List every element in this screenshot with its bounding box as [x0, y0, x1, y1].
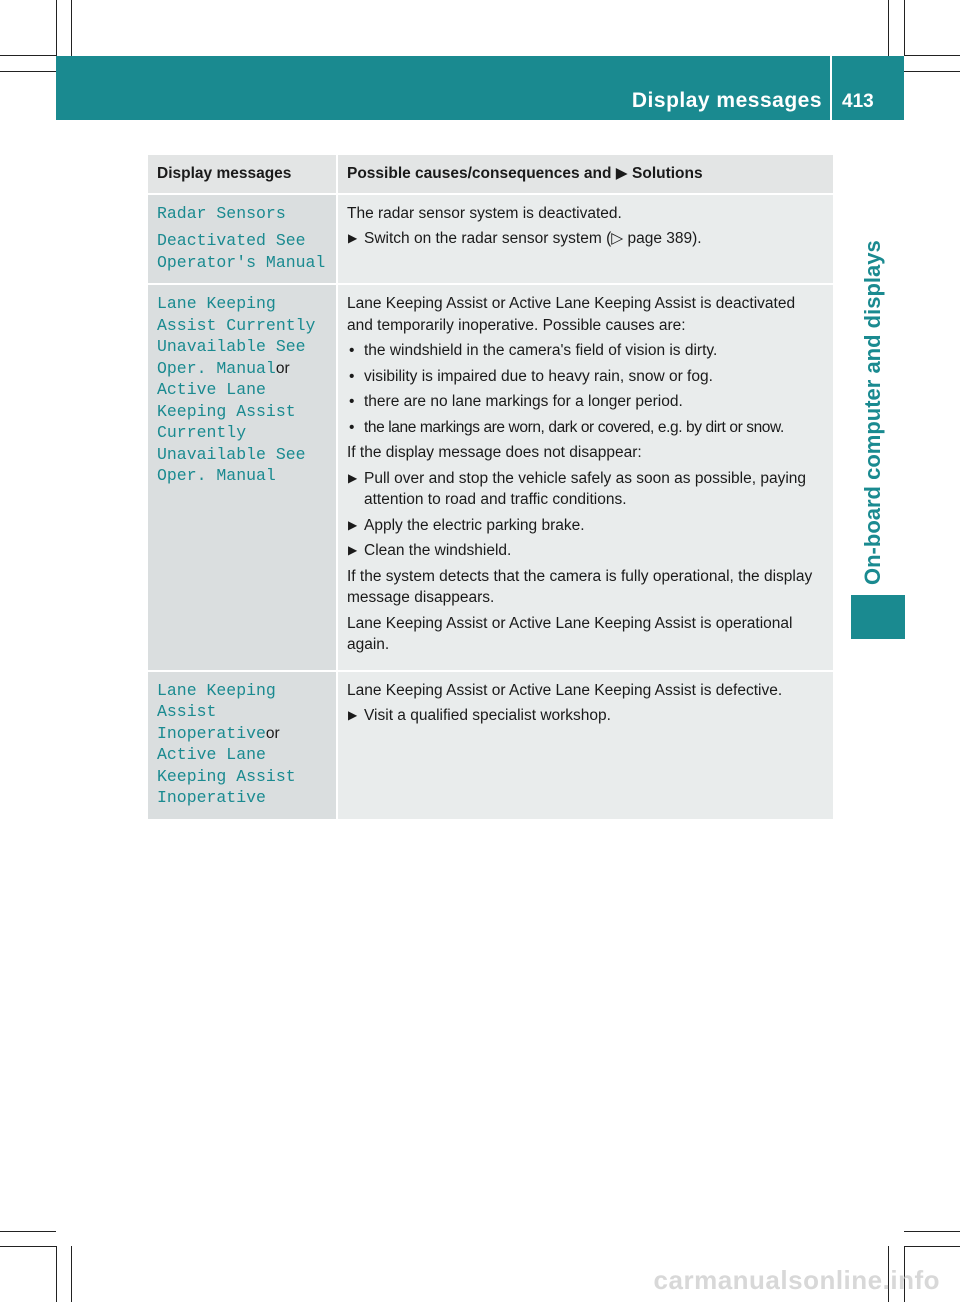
cause-bullet: [347, 391, 825, 413]
action-step: [347, 468, 825, 511]
display-message-text: Lane Keeping Assist Currently Unavailable See Oper. Manual: [157, 294, 316, 378]
step-text: Clean the windshield.: [364, 542, 512, 559]
crop-mark: [0, 71, 56, 72]
bullet-text: there are no lane markings for a longer period.: [364, 393, 683, 410]
crop-mark: [0, 55, 56, 56]
step-arrow-icon: ▶: [348, 470, 358, 485]
step-text: Pull over and stop the vehicle safely as soon as possible, paying attention to road and traffic conditions.: [364, 469, 807, 508]
table-row: [148, 193, 833, 284]
crop-mark: [888, 0, 889, 56]
header-divider: [830, 56, 832, 120]
action-step: [347, 515, 825, 537]
crop-mark: [904, 1246, 960, 1247]
table-row: [148, 283, 833, 670]
display-message-cell: [148, 193, 336, 284]
crop-mark: [904, 71, 960, 72]
crop-mark: [71, 1246, 72, 1302]
condition-text: If the display message does not disappear:: [347, 444, 642, 461]
step-text: Visit a qualified specialist workshop.: [364, 707, 611, 724]
cause-text: The radar sensor system is deactivated.: [347, 204, 622, 222]
or-text: or: [265, 724, 280, 742]
cause-text: Lane Keeping Assist or Active Lane Keeping Assist is defective.: [347, 681, 783, 699]
bullet-icon: •: [349, 342, 355, 359]
crop-mark: [0, 1246, 56, 1247]
step-arrow-icon: ▶: [348, 231, 358, 245]
display-message-cell: [148, 670, 336, 819]
crop-mark: [71, 0, 72, 56]
watermark: carmanualsonline.info: [653, 1265, 940, 1295]
page-title: Display messages: [631, 89, 822, 112]
table-header-row: [148, 155, 833, 193]
cause-bullet: [347, 340, 825, 362]
table-row: [148, 670, 833, 819]
crop-mark: [0, 1231, 56, 1232]
solution-cell: [336, 283, 833, 670]
display-message-text: Active Lane Keeping Assist Inoperative: [157, 745, 296, 807]
display-message-text: Deactivated See Operator's Manual: [157, 231, 326, 272]
step-arrow-icon: ▶: [348, 543, 358, 557]
crop-mark: [56, 1246, 57, 1302]
crop-mark: [904, 0, 905, 56]
cause-bullet: [347, 366, 825, 388]
chapter-label: On-board computer and displays: [860, 240, 885, 585]
solution-cell: [336, 193, 833, 284]
crop-mark: [904, 1231, 960, 1232]
column-header-display: Display messages: [148, 155, 336, 193]
cause-text: Lane Keeping Assist or Active Lane Keeping Assist is deactivated and temporarily inoperative. Possible causes are:: [347, 295, 796, 334]
display-message-text: Lane Keeping Assist Inoperative: [157, 680, 276, 743]
action-step: [347, 540, 825, 562]
column-header-solutions: Possible causes/consequences and ▶ Solutions: [336, 155, 833, 193]
step-text: Apply the electric parking brake.: [364, 516, 585, 534]
bullet-icon: •: [349, 367, 355, 385]
chapter-tab: [851, 595, 905, 639]
result-text: Lane Keeping Assist or Active Lane Keeping Assist is operational again.: [347, 614, 793, 653]
bullet-icon: •: [349, 393, 355, 410]
bullet-text: the lane markings are worn, dark or covered, e.g. by dirt or snow.: [364, 418, 784, 436]
display-message-text: Active Lane Keeping Assist Currently Unavailable See Oper. Manual: [157, 380, 306, 485]
page-number: 413: [842, 91, 874, 112]
action-step: [347, 705, 825, 727]
or-text: or: [275, 359, 290, 377]
display-message-cell: [148, 283, 336, 670]
bullet-text: the windshield in the camera's field of vision is dirty.: [364, 342, 718, 359]
solution-cell: [336, 670, 833, 819]
action-step: [347, 228, 825, 250]
bullet-text: visibility is impaired due to heavy rain, snow or fog.: [364, 367, 713, 385]
step-arrow-icon: ▶: [348, 708, 358, 722]
result-text: If the system detects that the camera is fully operational, the display message disappears.: [347, 567, 813, 606]
display-messages-table: [148, 155, 833, 819]
cause-bullet: [347, 417, 825, 439]
step-text: Switch on the radar sensor system (▷ page 389).: [364, 230, 702, 247]
display-message-text: Radar Sensors: [157, 203, 286, 223]
crop-mark: [56, 0, 57, 56]
step-arrow-icon: ▶: [348, 517, 358, 532]
bullet-icon: •: [349, 418, 355, 436]
crop-mark: [904, 55, 960, 56]
